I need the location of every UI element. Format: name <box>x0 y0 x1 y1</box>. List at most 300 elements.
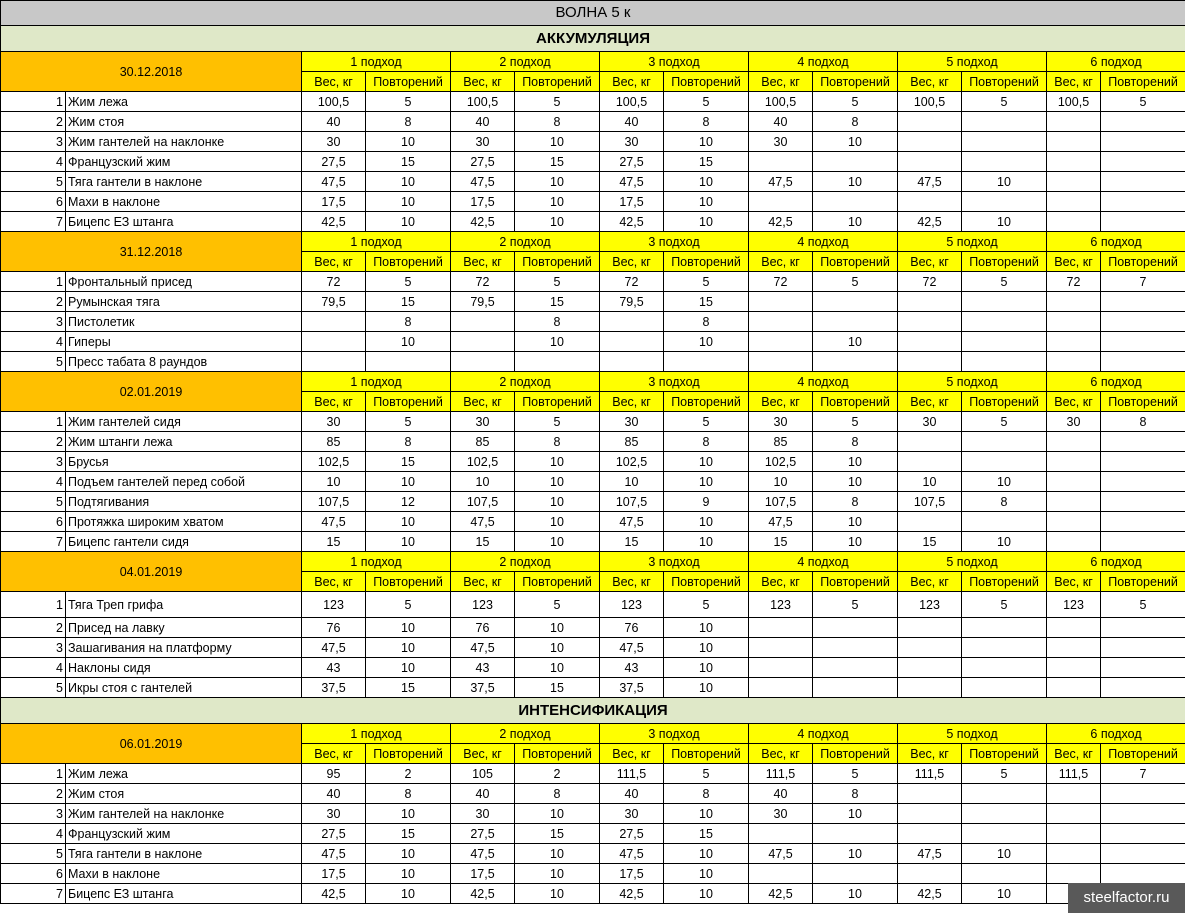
set-label: 5 подход <box>898 52 1047 72</box>
set-reps: 15 <box>664 292 749 312</box>
set-weight: 100,5 <box>600 92 664 112</box>
set-weight <box>451 312 515 332</box>
set-reps: 10 <box>515 512 600 532</box>
exercise-number: 1 <box>1 272 66 292</box>
set-weight: 30 <box>749 804 813 824</box>
reps-header: Повторений <box>366 252 451 272</box>
set-weight <box>1047 618 1101 638</box>
set-weight <box>1047 678 1101 698</box>
set-weight: 47,5 <box>898 172 962 192</box>
watermark: steelfactor.ru <box>1068 883 1185 913</box>
set-label: 2 подход <box>451 372 600 392</box>
set-weight: 85 <box>600 432 664 452</box>
set-reps: 10 <box>515 132 600 152</box>
set-weight <box>1047 472 1101 492</box>
set-weight: 47,5 <box>749 844 813 864</box>
reps-header: Повторений <box>813 252 898 272</box>
exercise-number: 5 <box>1 172 66 192</box>
exercise-row <box>1 532 1185 552</box>
set-weight: 30 <box>302 804 366 824</box>
weight-header: Вес, кг <box>600 572 664 592</box>
set-reps: 10 <box>515 192 600 212</box>
set-reps <box>1101 312 1185 332</box>
set-weight <box>600 332 664 352</box>
set-weight <box>898 332 962 352</box>
exercise-name: Французский жим <box>66 824 302 844</box>
day-date: 04.01.2019 <box>1 552 302 592</box>
exercise-name: Жим лежа <box>66 764 302 784</box>
set-weight: 72 <box>1047 272 1101 292</box>
exercise-number: 2 <box>1 112 66 132</box>
exercise-name: Зашагивания на платформу <box>66 638 302 658</box>
set-reps: 10 <box>515 844 600 864</box>
exercise-name: Жим гантелей сидя <box>66 412 302 432</box>
weight-header: Вес, кг <box>600 744 664 764</box>
reps-header: Повторений <box>1101 572 1185 592</box>
set-reps <box>1101 472 1185 492</box>
exercise-name: Жим гантелей на наклонке <box>66 804 302 824</box>
set-weight: 27,5 <box>600 152 664 172</box>
exercise-name: Тяга Треп грифа <box>66 592 302 618</box>
set-weight: 27,5 <box>451 824 515 844</box>
set-weight: 72 <box>600 272 664 292</box>
exercise-number: 5 <box>1 678 66 698</box>
set-weight: 43 <box>451 658 515 678</box>
exercise-row <box>1 132 1185 152</box>
set-weight <box>898 784 962 804</box>
set-weight <box>1047 192 1101 212</box>
set-reps: 10 <box>664 192 749 212</box>
exercise-name: Бицепс гантели сидя <box>66 532 302 552</box>
set-weight: 47,5 <box>600 638 664 658</box>
set-weight: 85 <box>749 432 813 452</box>
set-weight: 43 <box>600 658 664 678</box>
set-label: 6 подход <box>1047 724 1185 744</box>
set-weight: 47,5 <box>749 512 813 532</box>
set-reps <box>962 152 1047 172</box>
set-label: 4 подход <box>749 52 898 72</box>
weight-header: Вес, кг <box>898 744 962 764</box>
day-header-row <box>1 232 1185 252</box>
set-weight <box>1047 292 1101 312</box>
set-reps: 10 <box>962 472 1047 492</box>
exercise-number: 3 <box>1 638 66 658</box>
set-weight <box>898 512 962 532</box>
set-reps: 10 <box>962 532 1047 552</box>
exercise-name: Французский жим <box>66 152 302 172</box>
set-weight: 42,5 <box>749 212 813 232</box>
reps-header: Повторений <box>1101 72 1185 92</box>
set-reps <box>1101 112 1185 132</box>
set-reps: 10 <box>664 512 749 532</box>
set-reps: 10 <box>962 212 1047 232</box>
set-weight <box>1047 352 1101 372</box>
set-reps: 8 <box>813 492 898 512</box>
set-reps: 10 <box>813 452 898 472</box>
exercise-number: 1 <box>1 592 66 618</box>
set-weight <box>898 452 962 472</box>
set-reps: 10 <box>813 512 898 532</box>
set-weight: 47,5 <box>302 512 366 532</box>
set-weight: 42,5 <box>898 212 962 232</box>
set-reps <box>962 132 1047 152</box>
set-reps <box>1101 132 1185 152</box>
set-weight: 17,5 <box>600 864 664 884</box>
set-reps: 5 <box>366 272 451 292</box>
set-weight: 111,5 <box>1047 764 1101 784</box>
set-weight: 10 <box>302 472 366 492</box>
set-label: 3 подход <box>600 232 749 252</box>
reps-header: Повторений <box>962 744 1047 764</box>
set-weight: 15 <box>600 532 664 552</box>
set-weight <box>749 332 813 352</box>
set-weight: 102,5 <box>749 452 813 472</box>
set-reps: 8 <box>366 432 451 452</box>
set-reps: 8 <box>366 312 451 332</box>
exercise-row <box>1 678 1185 698</box>
exercise-name: Румынская тяга <box>66 292 302 312</box>
set-reps <box>1101 212 1185 232</box>
set-weight <box>302 332 366 352</box>
set-weight <box>1047 512 1101 532</box>
set-reps <box>1101 658 1185 678</box>
set-reps: 10 <box>664 172 749 192</box>
set-weight: 76 <box>451 618 515 638</box>
set-reps: 5 <box>515 272 600 292</box>
weight-header: Вес, кг <box>1047 392 1101 412</box>
set-weight <box>1047 332 1101 352</box>
set-weight: 47,5 <box>600 844 664 864</box>
set-reps: 10 <box>366 844 451 864</box>
exercise-name: Протяжка широким хватом <box>66 512 302 532</box>
exercise-number: 5 <box>1 492 66 512</box>
set-weight <box>1047 452 1101 472</box>
set-reps: 5 <box>962 764 1047 784</box>
set-weight: 100,5 <box>1047 92 1101 112</box>
set-weight <box>749 312 813 332</box>
set-weight: 40 <box>749 784 813 804</box>
set-reps <box>813 678 898 698</box>
set-reps: 10 <box>664 638 749 658</box>
exercise-name: Бицепс ЕЗ штанга <box>66 884 302 904</box>
set-reps: 10 <box>515 532 600 552</box>
set-reps: 15 <box>515 824 600 844</box>
set-reps <box>813 352 898 372</box>
set-reps: 10 <box>366 618 451 638</box>
exercise-number: 6 <box>1 512 66 532</box>
set-weight <box>1047 132 1101 152</box>
exercise-number: 4 <box>1 472 66 492</box>
exercise-number: 4 <box>1 152 66 172</box>
set-reps <box>813 152 898 172</box>
set-weight <box>749 678 813 698</box>
set-reps: 10 <box>366 192 451 212</box>
reps-header: Повторений <box>515 572 600 592</box>
set-reps <box>1101 844 1185 864</box>
day-header-row <box>1 52 1185 72</box>
exercise-number: 1 <box>1 412 66 432</box>
set-reps: 8 <box>664 312 749 332</box>
set-weight: 42,5 <box>600 212 664 232</box>
set-reps <box>1101 824 1185 844</box>
set-reps: 8 <box>515 784 600 804</box>
exercise-name: Пресс табата 8 раундов <box>66 352 302 372</box>
set-reps <box>813 638 898 658</box>
set-reps <box>664 352 749 372</box>
set-weight: 102,5 <box>302 452 366 472</box>
set-reps: 5 <box>962 92 1047 112</box>
set-weight <box>898 152 962 172</box>
weight-header: Вес, кг <box>302 252 366 272</box>
reps-header: Повторений <box>1101 252 1185 272</box>
set-reps: 5 <box>366 592 451 618</box>
reps-header: Повторений <box>962 252 1047 272</box>
set-reps: 5 <box>664 764 749 784</box>
set-weight <box>1047 152 1101 172</box>
exercise-name: Гиперы <box>66 332 302 352</box>
set-label: 6 подход <box>1047 232 1185 252</box>
set-reps: 10 <box>366 658 451 678</box>
exercise-row <box>1 638 1185 658</box>
set-reps <box>962 512 1047 532</box>
weight-header: Вес, кг <box>302 572 366 592</box>
set-reps: 8 <box>962 492 1047 512</box>
exercise-number: 6 <box>1 864 66 884</box>
exercise-name: Жим стоя <box>66 784 302 804</box>
reps-header: Повторений <box>664 72 749 92</box>
set-weight: 123 <box>302 592 366 618</box>
set-reps: 10 <box>664 678 749 698</box>
set-weight <box>898 352 962 372</box>
set-reps: 10 <box>366 212 451 232</box>
exercise-number: 2 <box>1 618 66 638</box>
reps-header: Повторений <box>962 72 1047 92</box>
set-weight: 17,5 <box>451 192 515 212</box>
set-weight: 85 <box>302 432 366 452</box>
exercise-row <box>1 192 1185 212</box>
set-reps <box>1101 864 1185 884</box>
exercise-number: 4 <box>1 824 66 844</box>
set-weight: 15 <box>302 532 366 552</box>
set-reps: 10 <box>515 492 600 512</box>
set-weight: 40 <box>451 112 515 132</box>
weight-header: Вес, кг <box>749 744 813 764</box>
exercise-row <box>1 92 1185 112</box>
reps-header: Повторений <box>366 744 451 764</box>
set-reps: 10 <box>515 212 600 232</box>
set-reps: 10 <box>366 532 451 552</box>
set-weight: 72 <box>451 272 515 292</box>
set-reps: 7 <box>1101 272 1185 292</box>
set-reps: 10 <box>515 804 600 824</box>
weight-header: Вес, кг <box>749 252 813 272</box>
reps-header: Повторений <box>366 72 451 92</box>
set-reps: 10 <box>813 844 898 864</box>
exercise-number: 6 <box>1 192 66 212</box>
set-weight: 47,5 <box>749 172 813 192</box>
set-weight: 100,5 <box>898 92 962 112</box>
set-weight: 30 <box>749 132 813 152</box>
weight-header: Вес, кг <box>1047 252 1101 272</box>
set-reps: 10 <box>813 472 898 492</box>
set-label: 6 подход <box>1047 52 1185 72</box>
set-reps <box>962 864 1047 884</box>
set-reps: 15 <box>664 152 749 172</box>
set-label: 5 подход <box>898 232 1047 252</box>
set-weight: 40 <box>600 784 664 804</box>
exercise-row <box>1 152 1185 172</box>
set-reps: 10 <box>366 638 451 658</box>
set-reps <box>962 312 1047 332</box>
set-reps: 10 <box>962 172 1047 192</box>
exercise-number: 1 <box>1 764 66 784</box>
reps-header: Повторений <box>962 572 1047 592</box>
set-weight: 79,5 <box>302 292 366 312</box>
set-reps: 2 <box>366 764 451 784</box>
set-reps: 5 <box>366 412 451 432</box>
reps-header: Повторений <box>515 744 600 764</box>
set-reps <box>813 312 898 332</box>
set-reps: 10 <box>664 532 749 552</box>
set-reps: 10 <box>515 864 600 884</box>
set-weight <box>898 804 962 824</box>
day-date: 30.12.2018 <box>1 52 302 92</box>
set-weight <box>1047 312 1101 332</box>
set-weight <box>749 352 813 372</box>
set-weight <box>898 658 962 678</box>
set-reps: 10 <box>664 132 749 152</box>
set-weight: 76 <box>302 618 366 638</box>
weight-header: Вес, кг <box>749 392 813 412</box>
set-label: 1 подход <box>302 232 451 252</box>
set-weight <box>1047 112 1101 132</box>
set-weight: 30 <box>1047 412 1101 432</box>
exercise-name: Жим штанги лежа <box>66 432 302 452</box>
exercise-row <box>1 804 1185 824</box>
set-weight: 76 <box>600 618 664 638</box>
set-weight: 37,5 <box>600 678 664 698</box>
set-label: 4 подход <box>749 232 898 252</box>
set-weight: 107,5 <box>302 492 366 512</box>
set-weight: 79,5 <box>600 292 664 312</box>
set-weight: 15 <box>749 532 813 552</box>
set-weight: 30 <box>302 132 366 152</box>
set-reps: 10 <box>515 618 600 638</box>
weight-header: Вес, кг <box>898 72 962 92</box>
reps-header: Повторений <box>813 392 898 412</box>
set-weight: 123 <box>600 592 664 618</box>
reps-header: Повторений <box>515 72 600 92</box>
set-reps: 8 <box>366 784 451 804</box>
exercise-name: Присед на лавку <box>66 618 302 638</box>
set-weight: 27,5 <box>302 824 366 844</box>
day-date: 06.01.2019 <box>1 724 302 764</box>
set-reps: 8 <box>813 112 898 132</box>
set-weight <box>1047 864 1101 884</box>
set-weight: 47,5 <box>302 638 366 658</box>
set-reps: 10 <box>664 864 749 884</box>
set-reps <box>1101 352 1185 372</box>
set-label: 3 подход <box>600 372 749 392</box>
set-reps: 10 <box>813 172 898 192</box>
set-reps <box>962 112 1047 132</box>
exercise-row <box>1 352 1185 372</box>
exercise-number: 7 <box>1 212 66 232</box>
set-weight <box>898 112 962 132</box>
set-weight: 30 <box>600 132 664 152</box>
set-reps: 10 <box>664 332 749 352</box>
set-weight <box>1047 432 1101 452</box>
exercise-number: 5 <box>1 352 66 372</box>
set-weight <box>1047 844 1101 864</box>
set-weight: 123 <box>451 592 515 618</box>
set-reps: 15 <box>366 678 451 698</box>
set-weight: 123 <box>898 592 962 618</box>
set-reps <box>962 352 1047 372</box>
reps-header: Повторений <box>366 572 451 592</box>
set-weight <box>1047 658 1101 678</box>
set-weight <box>898 132 962 152</box>
set-reps: 10 <box>664 452 749 472</box>
set-label: 1 подход <box>302 372 451 392</box>
set-reps <box>1101 492 1185 512</box>
set-reps <box>1101 804 1185 824</box>
weight-header: Вес, кг <box>600 392 664 412</box>
set-weight: 15 <box>451 532 515 552</box>
set-weight <box>898 192 962 212</box>
set-weight: 40 <box>451 784 515 804</box>
set-reps: 12 <box>366 492 451 512</box>
set-reps <box>515 352 600 372</box>
set-reps <box>962 452 1047 472</box>
sheet-title: ВОЛНА 5 к <box>1 1 1185 26</box>
exercise-number: 4 <box>1 658 66 678</box>
exercise-row <box>1 452 1185 472</box>
exercise-row <box>1 844 1185 864</box>
set-weight: 100,5 <box>749 92 813 112</box>
set-weight <box>451 332 515 352</box>
set-reps: 10 <box>664 804 749 824</box>
set-reps: 5 <box>664 272 749 292</box>
set-reps: 5 <box>813 412 898 432</box>
set-reps: 10 <box>664 844 749 864</box>
set-weight: 42,5 <box>302 884 366 904</box>
set-weight: 85 <box>451 432 515 452</box>
reps-header: Повторений <box>813 72 898 92</box>
weight-header: Вес, кг <box>1047 72 1101 92</box>
set-reps <box>962 784 1047 804</box>
set-weight: 79,5 <box>451 292 515 312</box>
reps-header: Повторений <box>366 392 451 412</box>
exercise-number: 1 <box>1 92 66 112</box>
set-weight <box>1047 784 1101 804</box>
set-weight <box>749 152 813 172</box>
set-reps: 5 <box>962 272 1047 292</box>
set-weight: 17,5 <box>600 192 664 212</box>
set-reps: 10 <box>366 132 451 152</box>
set-weight: 30 <box>600 804 664 824</box>
set-reps: 10 <box>515 332 600 352</box>
set-label: 5 подход <box>898 552 1047 572</box>
set-weight <box>898 824 962 844</box>
weight-header: Вес, кг <box>898 392 962 412</box>
set-reps: 8 <box>515 312 600 332</box>
set-reps <box>1101 432 1185 452</box>
set-weight: 10 <box>451 472 515 492</box>
section-title: ИНТЕНСИФИКАЦИЯ <box>1 698 1185 724</box>
set-weight: 111,5 <box>600 764 664 784</box>
set-weight: 107,5 <box>600 492 664 512</box>
